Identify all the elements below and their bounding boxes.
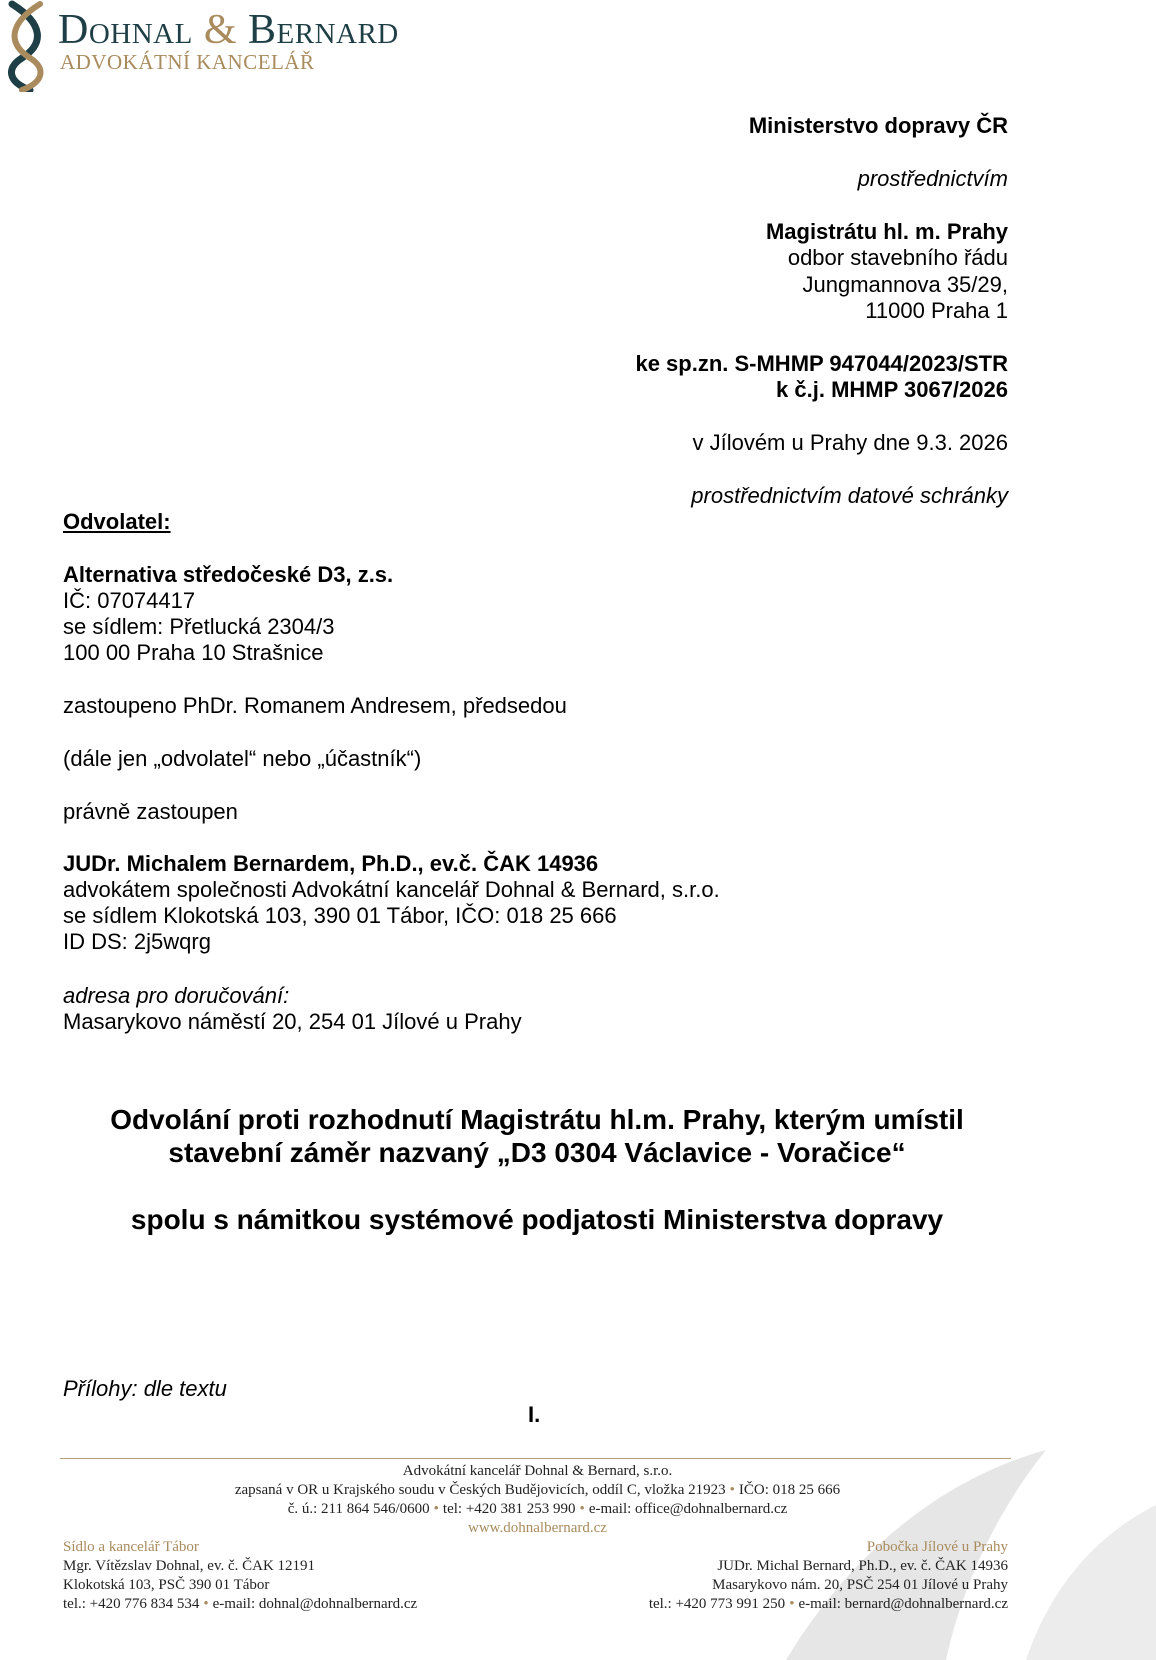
recipient-name: Ministerstvo dopravy ČR — [748, 113, 1008, 138]
lawyer-firm: advokátem společnosti Advokátní kancelář Dohnal & Bernard, s.r.o. — [63, 877, 720, 902]
lawyer-name: JUDr. Michalem Bernardem, Ph.D., ev.č. ČAK 14936 — [63, 851, 599, 876]
logo-ampersand: & — [203, 7, 237, 53]
appellant-ico: IČ: 07074417 — [63, 588, 196, 613]
footer-separator: • — [729, 1482, 735, 1498]
footer-separator: • — [203, 1596, 209, 1612]
footer-left-email[interactable]: e-mail: dohnal@dohnalbernard.cz — [212, 1596, 418, 1612]
footer-tel: tel: +420 381 253 990 — [442, 1501, 576, 1517]
footer-web-link[interactable]: www.dohnalbernard.cz — [468, 1520, 607, 1536]
footer-left-tel: tel.: +420 776 834 534 — [63, 1596, 200, 1612]
footer-left-person: Mgr. Vítězslav Dohnal, ev. č. ČAK 12191 — [63, 1558, 316, 1574]
recipient-via: prostřednictvím — [857, 166, 1008, 191]
footer-separator: • — [579, 1501, 585, 1517]
place-date: v Jílovém u Prahy dne 9.3. 2026 — [692, 430, 1008, 455]
logo-subtitle: ADVOKÁTNÍ KANCELÁŘ — [60, 50, 315, 74]
footer-right-heading: Pobočka Jílové u Prahy — [866, 1539, 1008, 1555]
footer-company: Advokátní kancelář Dohnal & Bernard, s.r.o. — [402, 1463, 673, 1479]
delivery-method: prostřednictvím datové schránky — [691, 483, 1008, 508]
footer-register-line — [0, 1481, 1075, 1500]
footer-right-email[interactable]: e-mail: bernard@dohnalbernard.cz — [798, 1596, 1008, 1612]
lawyer-seat: se sídlem Klokotská 103, 390 01 Tábor, IČO: 018 25 666 — [63, 903, 617, 928]
section-number: I. — [528, 1402, 541, 1427]
delivery-address-label: adresa pro doručování: — [63, 983, 290, 1008]
document-title-line1: Odvolání proti rozhodnutí Magistrátu hl.m. Prahy, kterým umístil — [110, 1104, 964, 1135]
footer-account: č. ú.: 211 864 546/0600 — [287, 1501, 430, 1517]
footer-right-tel: tel.: +420 773 991 250 — [648, 1596, 786, 1612]
appellant-heading: Odvolatel: — [63, 509, 171, 534]
reference-cj: k č.j. MHMP 3067/2026 — [776, 377, 1008, 402]
logo-name-part1: Dohnal — [58, 7, 193, 53]
delivery-address: Masarykovo náměstí 20, 254 01 Jílové u Prahy — [63, 1009, 522, 1034]
legal-rep-intro: právně zastoupen — [63, 799, 238, 824]
recipient-city: 11000 Praha 1 — [865, 298, 1008, 323]
appellant-seat: se sídlem: Přetlucká 2304/3 — [63, 614, 335, 639]
attachments-note: Přílohy: dle textu — [63, 1376, 227, 1401]
lawyer-data-box: ID DS: 2j5wqrg — [63, 929, 211, 954]
footer-left-address: Klokotská 103, PSČ 390 01 Tábor — [63, 1577, 270, 1593]
footer-left-contact — [63, 1595, 417, 1614]
footer-right-address: Masarykovo nám. 20, PSČ 254 01 Jílové u Prahy — [712, 1577, 1008, 1593]
footer-divider — [60, 1458, 1011, 1459]
recipient-street: Jungmannova 35/29, — [802, 272, 1008, 297]
appellant-alias: (dále jen „odvolatel“ nebo „účastník“) — [63, 746, 422, 771]
reference-spzn: ke sp.zn. S-MHMP 947044/2023/STR — [635, 351, 1008, 376]
document-subtitle: spolu s námitkou systémové podjatosti Ministerstva dopravy — [130, 1204, 944, 1235]
footer-email: e-mail: office@dohnalbernard.cz — [588, 1501, 788, 1517]
footer-separator: • — [433, 1501, 439, 1517]
footer-contact-line — [0, 1500, 1075, 1519]
document-title-line2: stavební záměr nazvaný „D3 0304 Václavice - Voračice“ — [168, 1137, 906, 1168]
footer-ico: IČO: 018 25 666 — [738, 1482, 841, 1498]
recipient-office: Magistrátu hl. m. Prahy — [765, 219, 1008, 244]
appellant-name: Alternativa středočeské D3, z.s. — [63, 562, 394, 587]
footer-register: zapsaná v OR u Krajského soudu v Českých Budějovicích, oddíl C, vložka 21923 — [234, 1482, 726, 1498]
footer-right-contact — [649, 1595, 1008, 1614]
recipient-department: odbor stavebního řádu — [787, 245, 1008, 270]
appellant-represented: zastoupeno PhDr. Romanem Andresem, předsedou — [63, 693, 567, 718]
appellant-city: 100 00 Praha 10 Strašnice — [63, 640, 324, 665]
logo-wordmark — [58, 6, 399, 54]
footer-right-person: JUDr. Michal Bernard, Ph.D., ev. č. ČAK 14936 — [717, 1558, 1008, 1574]
footer-separator: • — [789, 1596, 795, 1612]
double-helix-logo-icon — [0, 0, 52, 92]
footer-left-heading: Sídlo a kancelář Tábor — [63, 1539, 199, 1555]
logo-name-part2: Bernard — [248, 7, 399, 53]
